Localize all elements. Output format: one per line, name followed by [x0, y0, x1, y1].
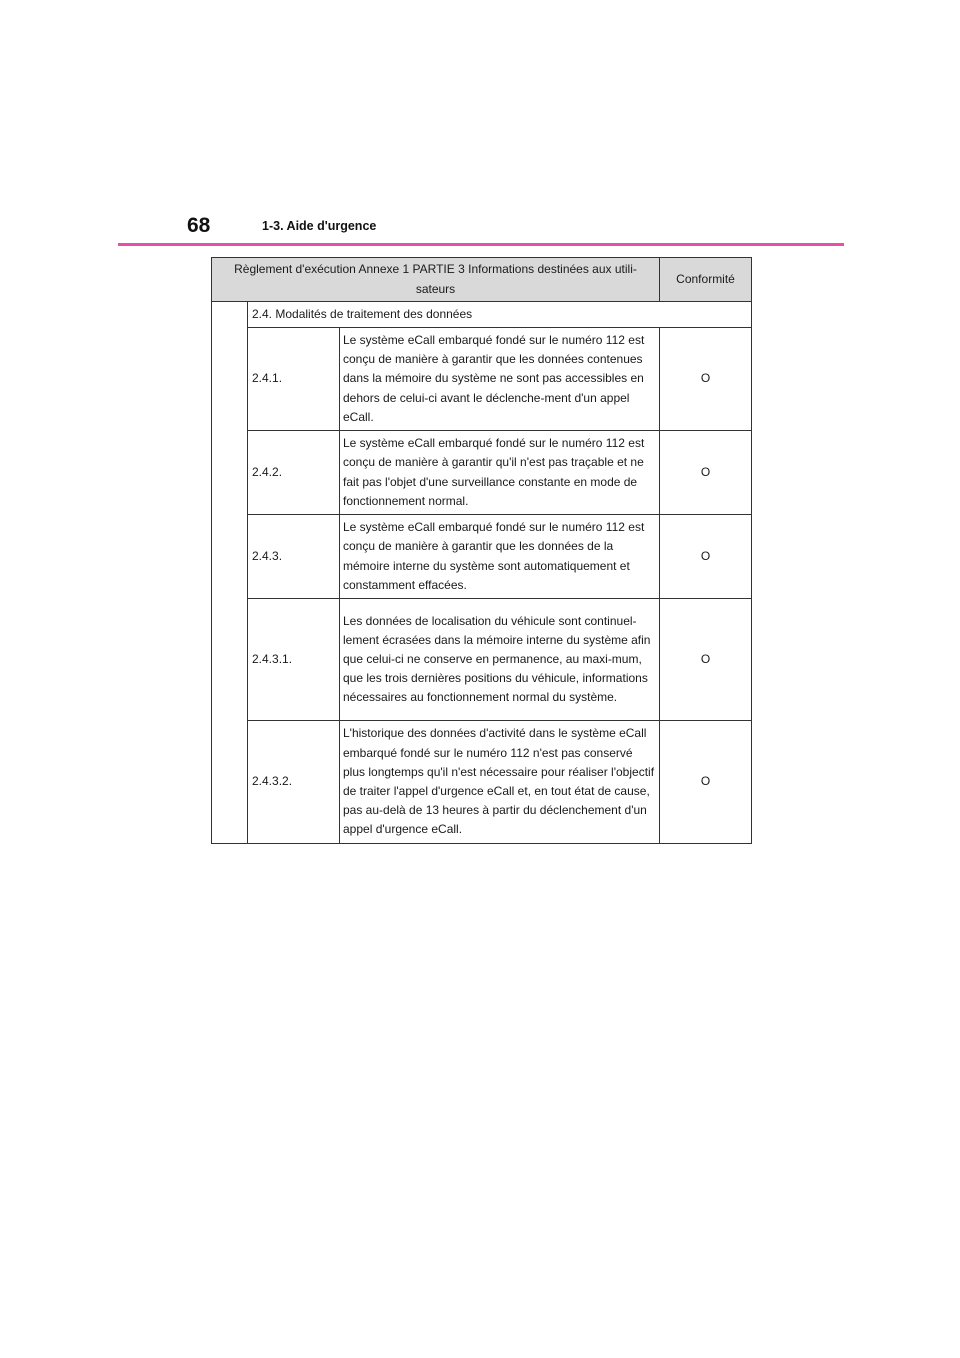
section-title: 1-3. Aide d'urgence — [262, 219, 377, 233]
row-text: Le système eCall embarqué fondé sur le numéro 112 est conçu de manière à garantir qu'il n'est pas traçable et ne fait pas l'objet d'une surveillance constante en mode de fonctionnement normal. — [340, 431, 660, 515]
conformity-header: Conformité — [660, 258, 752, 302]
row-number: 2.4.1. — [248, 328, 340, 431]
subheading-cell: 2.4. Modalités de traitement des données — [248, 302, 752, 328]
row-conformity: O — [660, 515, 752, 599]
row-text: Les données de localisation du véhicule sont continuel-lement écrasées dans la mémoire interne du système afin que celui-ci ne conserve en permanence, au maxi-mum, que les trois dernières positions du véhicule, informations nécessaires au fonctionnement normal du système. — [340, 599, 660, 721]
row-number: 2.4.3. — [248, 515, 340, 599]
table-row — [212, 599, 752, 721]
row-number: 2.4.3.1. — [248, 599, 340, 721]
table-row — [212, 721, 752, 844]
row-conformity: O — [660, 431, 752, 515]
row-number: 2.4.2. — [248, 431, 340, 515]
table-header-row — [212, 258, 752, 302]
table-row — [212, 431, 752, 515]
page-number: 68 — [187, 214, 211, 237]
row-text: Le système eCall embarqué fondé sur le numéro 112 est conçu de manière à garantir que les données contenues dans la mémoire du système ne sont pas accessibles en dehors de celui-ci avant le déclenche-ment d'un appel eCall. — [340, 328, 660, 431]
table-row — [212, 515, 752, 599]
row-conformity: O — [660, 721, 752, 844]
row-text: Le système eCall embarqué fondé sur le numéro 112 est conçu de manière à garantir que les données de la mémoire interne du système sont automatiquement et constamment effacées. — [340, 515, 660, 599]
compliance-table — [211, 257, 752, 844]
row-number: 2.4.3.2. — [248, 721, 340, 844]
table-row — [212, 328, 752, 431]
header-rule — [118, 243, 844, 246]
indent-cell — [212, 302, 248, 844]
row-conformity: O — [660, 328, 752, 431]
subheading-row — [212, 302, 752, 328]
row-conformity: O — [660, 599, 752, 721]
row-text: L'historique des données d'activité dans le système eCall embarqué fondé sur le numéro 112 n'est pas conservé plus longtemps qu'il n'est nécessaire pour réaliser l'objectif de traiter l'appel d'urgence eCall et, en tout état de cause, pas au-delà de 13 heures à partir du déclenchement d'un appel d'urgence eCall. — [340, 721, 660, 844]
regulation-header: Règlement d'exécution Annexe 1 PARTIE 3 Informations destinées aux utili-sateurs — [212, 258, 660, 302]
